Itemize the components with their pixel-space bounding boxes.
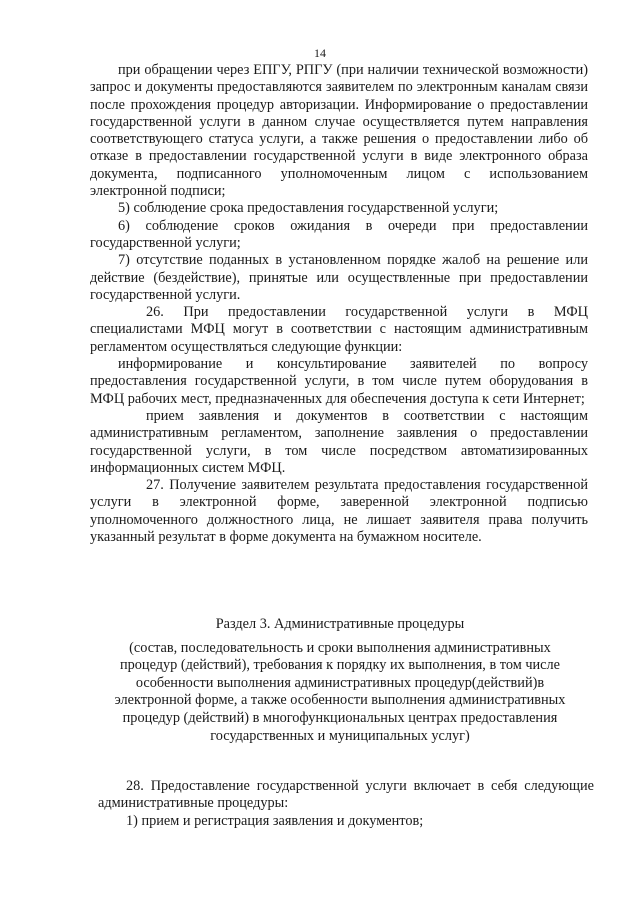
paragraph-27: 27. Получение заявителем результата предоставления государственной услуги в электронной форме, заверенной электронной подписью уполномоченного должностного лица, не лишает заявителя права получить указанный результат в форме документа на бумажном носителе. xyxy=(90,477,588,546)
paragraph-item-5: 5) соблюдение срока предоставления государственной услуги; xyxy=(118,200,499,217)
section-subtitle-line: (состав, последовательность и сроки выполнения административных xyxy=(129,639,551,656)
section-subtitle-line: процедур (действий), требования к порядку их выполнения, в том числе xyxy=(119,657,561,674)
paragraph-26: 26. При предоставлении государственной услуги в МФЦ специалистами МФЦ могут в соответствии с настоящим административным регламентом осуществляться следующие функции: xyxy=(90,304,588,355)
paragraph-28: 28. Предоставление государственной услуги включает в себя следующие административные процедуры: xyxy=(98,778,594,812)
section-subtitle-line: процедур (действий) в многофункциональных центрах предоставления xyxy=(122,709,558,726)
section-subtitle-line: особенности выполнения административных процедур(действий)в xyxy=(135,674,545,691)
paragraph-mfc-informing: информирование и консультирование заявителей по вопросу предоставления государственной услуги, в том числе путем оборудования в МФЦ рабочих мест, предназначенных для обеспечения доступа к сети Интернет; xyxy=(90,356,588,407)
section-heading xyxy=(90,616,590,745)
paragraph-item-7: 7) отсутствие поданных в установленном порядке жалоб на решение или действие (бездействие), принятые или осуществленные при предоставлении государственной услуги. xyxy=(90,252,588,303)
section-subtitle-line: электронной форме, а также особенности выполнения административных xyxy=(114,692,566,709)
paragraph-item-6: 6) соблюдение сроков ожидания в очереди при предоставлении государственной услуги; xyxy=(90,217,588,251)
body-text xyxy=(90,62,588,546)
page-number: 14 xyxy=(314,46,326,60)
paragraph-procedure-1: 1) прием и регистрация заявления и документов; xyxy=(126,812,424,829)
paragraph-mfc-reception: прием заявления и документов в соответствии с настоящим административным регламентом, заполнение заявления о предоставлении государственной услуги, в том числе посредством автоматизированных информационных систем МФЦ. xyxy=(90,407,588,476)
section-title: Раздел 3. Административные процедуры xyxy=(215,616,465,632)
tail-text xyxy=(98,778,594,830)
section-subtitle-line: государственных и муниципальных услуг) xyxy=(210,727,470,744)
paragraph-epgu-submission: при обращении через ЕПГУ, РПГУ (при наличии технической возможности) запрос и документы предоставляются заявителем по электронным каналам связи после прохождения процедур авторизации. Информирование о предоставлении государственной услуги в данном случае осуществляется путем направления соответствующего статуса услуги, а также решения о предоставлении либо об отказе в предоставлении государственной услуги в виде электронного образа документа, подписанного уполномоченным лицом с использованием электронной подписи; xyxy=(90,62,588,200)
